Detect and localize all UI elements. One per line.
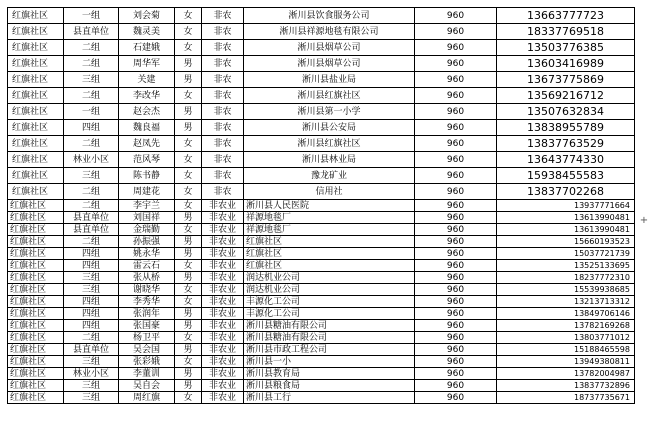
cell-name[interactable]: 孙振强 bbox=[119, 236, 175, 248]
cell-phone[interactable]: 13673775869 bbox=[497, 72, 635, 88]
cell-group[interactable]: 县直单位 bbox=[64, 224, 119, 236]
cell-area[interactable]: 红旗社区 bbox=[8, 88, 64, 104]
table-row bbox=[8, 152, 635, 168]
table-row bbox=[8, 40, 635, 56]
table-row bbox=[8, 272, 635, 284]
cell-type[interactable]: 非农业 bbox=[202, 344, 244, 356]
cell-type[interactable]: 非农业 bbox=[202, 236, 244, 248]
cell-sex[interactable]: 男 bbox=[175, 368, 202, 380]
cell-group[interactable]: 县直单位 bbox=[64, 212, 119, 224]
cell-name[interactable]: 魏良福 bbox=[119, 120, 175, 136]
cell-sex[interactable]: 男 bbox=[175, 380, 202, 392]
cell-area[interactable]: 红旗社区 bbox=[8, 8, 64, 24]
cell-phone[interactable]: 13569216712 bbox=[497, 88, 635, 104]
cell-type[interactable]: 非农 bbox=[202, 24, 244, 40]
cell-number[interactable]: 960 bbox=[415, 224, 497, 236]
cell-group[interactable]: 二组 bbox=[64, 200, 119, 212]
cell-unit[interactable]: 豫龙矿业 bbox=[244, 168, 415, 184]
cell-number[interactable]: 960 bbox=[415, 184, 497, 200]
cell-group[interactable]: 二组 bbox=[64, 56, 119, 72]
cell-unit[interactable]: 淅川县饮食服务公司 bbox=[244, 8, 415, 24]
cell-phone[interactable]: 13643774330 bbox=[497, 152, 635, 168]
cell-unit[interactable]: 信用社 bbox=[244, 184, 415, 200]
cell-number[interactable]: 960 bbox=[415, 88, 497, 104]
table-row bbox=[8, 72, 635, 88]
cell-type[interactable]: 非农业 bbox=[202, 308, 244, 320]
cell-unit[interactable]: 祥源地毯厂 bbox=[244, 224, 415, 236]
cell-sex[interactable]: 男 bbox=[175, 272, 202, 284]
cell-phone[interactable]: 13837763529 bbox=[497, 136, 635, 152]
cell-number[interactable]: 960 bbox=[415, 368, 497, 380]
cell-name[interactable]: 张润年 bbox=[119, 308, 175, 320]
cell-sex[interactable]: 女 bbox=[175, 224, 202, 236]
cell-number[interactable]: 960 bbox=[415, 308, 497, 320]
cell-unit[interactable]: 淅川县林业局 bbox=[244, 152, 415, 168]
cell-group[interactable]: 四组 bbox=[64, 120, 119, 136]
cell-phone[interactable]: 13525133695 bbox=[497, 260, 635, 272]
cell-number[interactable]: 960 bbox=[415, 344, 497, 356]
cell-area[interactable]: 红旗社区 bbox=[8, 40, 64, 56]
cell-unit[interactable]: 红旗社区 bbox=[244, 248, 415, 260]
cell-sex[interactable]: 女 bbox=[175, 284, 202, 296]
cell-name[interactable]: 李宇兰 bbox=[119, 200, 175, 212]
cell-number[interactable]: 960 bbox=[415, 120, 497, 136]
cell-name[interactable]: 李秀华 bbox=[119, 296, 175, 308]
cell-group[interactable]: 二组 bbox=[64, 136, 119, 152]
cell-area[interactable]: 红旗社区 bbox=[8, 24, 64, 40]
cell-group[interactable]: 一组 bbox=[64, 8, 119, 24]
cell-sex[interactable]: 女 bbox=[175, 296, 202, 308]
cell-group[interactable]: 三组 bbox=[64, 356, 119, 368]
cell-area[interactable]: 红旗社区 bbox=[8, 272, 64, 284]
cell-name[interactable]: 周华军 bbox=[119, 56, 175, 72]
cell-group[interactable]: 二组 bbox=[64, 88, 119, 104]
cell-unit[interactable]: 淅川县公安局 bbox=[244, 120, 415, 136]
cell-sex[interactable]: 女 bbox=[175, 184, 202, 200]
cell-number[interactable]: 960 bbox=[415, 136, 497, 152]
cell-number[interactable]: 960 bbox=[415, 260, 497, 272]
table-row bbox=[8, 308, 635, 320]
cell-type[interactable]: 非农业 bbox=[202, 212, 244, 224]
cell-phone[interactable]: 13837702268 bbox=[497, 184, 635, 200]
cell-group[interactable]: 四组 bbox=[64, 320, 119, 332]
cell-type[interactable]: 非农 bbox=[202, 72, 244, 88]
cell-area[interactable]: 红旗社区 bbox=[8, 368, 64, 380]
cell-area[interactable]: 红旗社区 bbox=[8, 200, 64, 212]
table-row bbox=[8, 56, 635, 72]
cell-unit[interactable]: 淅川县红旗社区 bbox=[244, 136, 415, 152]
cell-type[interactable]: 非农业 bbox=[202, 320, 244, 332]
cell-unit[interactable]: 淅川县红旗社区 bbox=[244, 88, 415, 104]
cell-name[interactable]: 李改华 bbox=[119, 88, 175, 104]
cell-sex[interactable]: 男 bbox=[175, 308, 202, 320]
table-row bbox=[8, 392, 635, 404]
cell-number[interactable]: 960 bbox=[415, 56, 497, 72]
cell-phone[interactable]: 13782169268 bbox=[497, 320, 635, 332]
cell-group[interactable]: 三组 bbox=[64, 168, 119, 184]
cell-name[interactable]: 谢晓华 bbox=[119, 284, 175, 296]
cell-area[interactable]: 红旗社区 bbox=[8, 104, 64, 120]
cell-type[interactable]: 非农业 bbox=[202, 200, 244, 212]
cell-phone[interactable]: 13782004987 bbox=[497, 368, 635, 380]
table-row bbox=[8, 260, 635, 272]
table-row bbox=[8, 88, 635, 104]
cell-type[interactable]: 非农业 bbox=[202, 260, 244, 272]
cell-phone[interactable]: 13663777723 bbox=[497, 8, 635, 24]
cell-sex[interactable]: 女 bbox=[175, 88, 202, 104]
cell-phone[interactable]: 13837732896 bbox=[497, 380, 635, 392]
cell-phone[interactable]: 13213713312 bbox=[497, 296, 635, 308]
cell-phone[interactable]: 13849706146 bbox=[497, 308, 635, 320]
cell-phone[interactable]: 13803771012 bbox=[497, 332, 635, 344]
cell-area[interactable]: 红旗社区 bbox=[8, 284, 64, 296]
cell-group[interactable]: 四组 bbox=[64, 260, 119, 272]
cell-name[interactable]: 刘会菊 bbox=[119, 8, 175, 24]
cell-name[interactable]: 赵凤先 bbox=[119, 136, 175, 152]
table-row bbox=[8, 200, 635, 212]
cell-number[interactable]: 960 bbox=[415, 152, 497, 168]
cell-type[interactable]: 非农 bbox=[202, 104, 244, 120]
cell-type[interactable]: 非农 bbox=[202, 40, 244, 56]
cell-type[interactable]: 非农 bbox=[202, 152, 244, 168]
cell-number[interactable]: 960 bbox=[415, 380, 497, 392]
cell-unit[interactable]: 祥源地毯厂 bbox=[244, 212, 415, 224]
cell-area[interactable]: 红旗社区 bbox=[8, 168, 64, 184]
cell-name[interactable]: 雷云石 bbox=[119, 260, 175, 272]
cell-sex[interactable]: 男 bbox=[175, 72, 202, 88]
cell-type[interactable]: 非农业 bbox=[202, 284, 244, 296]
cell-type[interactable]: 非农 bbox=[202, 56, 244, 72]
cell-type[interactable]: 非农 bbox=[202, 184, 244, 200]
table-row bbox=[8, 368, 635, 380]
cell-type[interactable]: 非农 bbox=[202, 168, 244, 184]
cell-phone[interactable]: 13838955789 bbox=[497, 120, 635, 136]
cell-unit[interactable]: 丰源化工公司 bbox=[244, 308, 415, 320]
cell-phone[interactable]: 15660193523 bbox=[497, 236, 635, 248]
table-row bbox=[8, 248, 635, 260]
cell-number[interactable]: 960 bbox=[415, 72, 497, 88]
cell-sex[interactable]: 男 bbox=[175, 344, 202, 356]
cell-area[interactable]: 红旗社区 bbox=[8, 184, 64, 200]
cell-sex[interactable]: 女 bbox=[175, 356, 202, 368]
cell-phone[interactable]: 15188465598 bbox=[497, 344, 635, 356]
cell-number[interactable]: 960 bbox=[415, 272, 497, 284]
table-body bbox=[8, 8, 635, 404]
data-table bbox=[7, 7, 635, 404]
cell-area[interactable]: 红旗社区 bbox=[8, 56, 64, 72]
cell-number[interactable]: 960 bbox=[415, 24, 497, 40]
cell-area[interactable]: 红旗社区 bbox=[8, 248, 64, 260]
table-row bbox=[8, 8, 635, 24]
cell-sex[interactable]: 女 bbox=[175, 24, 202, 40]
cell-unit[interactable]: 红旗社区 bbox=[244, 260, 415, 272]
table-row bbox=[8, 184, 635, 200]
cell-number[interactable]: 960 bbox=[415, 296, 497, 308]
cell-group[interactable]: 林业小区 bbox=[64, 152, 119, 168]
cell-number[interactable]: 960 bbox=[415, 284, 497, 296]
cell-sex[interactable]: 男 bbox=[175, 104, 202, 120]
cell-unit[interactable]: 淅川县人民医院 bbox=[244, 200, 415, 212]
cell-unit[interactable]: 淅川县工行 bbox=[244, 392, 415, 404]
cell-phone[interactable]: 13603416989 bbox=[497, 56, 635, 72]
cell-area[interactable]: 红旗社区 bbox=[8, 260, 64, 272]
cell-group[interactable]: 三组 bbox=[64, 284, 119, 296]
cell-sex[interactable]: 女 bbox=[175, 332, 202, 344]
cell-name[interactable]: 魏灵美 bbox=[119, 24, 175, 40]
table-row bbox=[8, 344, 635, 356]
table-row bbox=[8, 356, 635, 368]
cell-area[interactable]: 红旗社区 bbox=[8, 344, 64, 356]
cell-group[interactable]: 三组 bbox=[64, 380, 119, 392]
cell-type[interactable]: 非农业 bbox=[202, 332, 244, 344]
cell-phone[interactable]: 15539938685 bbox=[497, 284, 635, 296]
cell-number[interactable]: 960 bbox=[415, 212, 497, 224]
cell-area[interactable]: 红旗社区 bbox=[8, 136, 64, 152]
cell-type[interactable]: 非农 bbox=[202, 8, 244, 24]
cell-phone[interactable]: 18337769518 bbox=[497, 24, 635, 40]
cell-area[interactable]: 红旗社区 bbox=[8, 152, 64, 168]
cell-phone[interactable]: 13507632834 bbox=[497, 104, 635, 120]
cell-group[interactable]: 四组 bbox=[64, 296, 119, 308]
cell-group[interactable]: 二组 bbox=[64, 40, 119, 56]
cell-phone[interactable]: 18237772310 bbox=[497, 272, 635, 284]
table-row bbox=[8, 224, 635, 236]
cell-area[interactable]: 红旗社区 bbox=[8, 392, 64, 404]
cell-unit[interactable]: 淅川县祥源地毯有限公司 bbox=[244, 24, 415, 40]
cell-group[interactable]: 二组 bbox=[64, 184, 119, 200]
cell-group[interactable]: 县直单位 bbox=[64, 24, 119, 40]
cell-name[interactable]: 周建花 bbox=[119, 184, 175, 200]
cell-name[interactable]: 刘国祥 bbox=[119, 212, 175, 224]
cell-type[interactable]: 非农业 bbox=[202, 380, 244, 392]
table-row bbox=[8, 168, 635, 184]
cell-sex[interactable]: 女 bbox=[175, 8, 202, 24]
table-row bbox=[8, 332, 635, 344]
cell-group[interactable]: 三组 bbox=[64, 392, 119, 404]
cell-area[interactable]: 红旗社区 bbox=[8, 296, 64, 308]
cell-sex[interactable]: 男 bbox=[175, 248, 202, 260]
table-row bbox=[8, 320, 635, 332]
cell-type[interactable]: 非农业 bbox=[202, 224, 244, 236]
cell-name[interactable]: 张国豪 bbox=[119, 320, 175, 332]
cell-sex[interactable]: 女 bbox=[175, 260, 202, 272]
table-row bbox=[8, 24, 635, 40]
cell-name[interactable]: 李董训 bbox=[119, 368, 175, 380]
cell-name[interactable]: 关建 bbox=[119, 72, 175, 88]
cell-sex[interactable]: 男 bbox=[175, 320, 202, 332]
table-row bbox=[8, 236, 635, 248]
cell-sex[interactable]: 女 bbox=[175, 168, 202, 184]
cell-number[interactable]: 960 bbox=[415, 320, 497, 332]
cell-unit[interactable]: 润达机业公司 bbox=[244, 272, 415, 284]
cell-name[interactable]: 石建娥 bbox=[119, 40, 175, 56]
cell-phone[interactable]: 13613990481 bbox=[497, 212, 635, 224]
cell-phone[interactable]: 13937771664 bbox=[497, 200, 635, 212]
cell-area[interactable]: 红旗社区 bbox=[8, 320, 64, 332]
table-row bbox=[8, 296, 635, 308]
table-row bbox=[8, 104, 635, 120]
cell-area[interactable]: 红旗社区 bbox=[8, 212, 64, 224]
cell-number[interactable]: 960 bbox=[415, 168, 497, 184]
table-row bbox=[8, 284, 635, 296]
cell-sex[interactable]: 女 bbox=[175, 40, 202, 56]
table-row bbox=[8, 136, 635, 152]
cell-unit[interactable]: 淅川县市政工程公司 bbox=[244, 344, 415, 356]
table-row bbox=[8, 212, 635, 224]
cell-name[interactable]: 周红旗 bbox=[119, 392, 175, 404]
cell-number[interactable]: 960 bbox=[415, 392, 497, 404]
cell-unit[interactable]: 红旗社区 bbox=[244, 236, 415, 248]
cell-name[interactable]: 吴会国 bbox=[119, 344, 175, 356]
table-row bbox=[8, 120, 635, 136]
cell-unit[interactable]: 淅川县盐业局 bbox=[244, 72, 415, 88]
cell-number[interactable]: 960 bbox=[415, 104, 497, 120]
cell-sex[interactable]: 女 bbox=[175, 200, 202, 212]
cell-area[interactable]: 红旗社区 bbox=[8, 380, 64, 392]
cell-phone[interactable]: 13949380811 bbox=[497, 356, 635, 368]
cell-area[interactable]: 红旗社区 bbox=[8, 224, 64, 236]
cell-sex[interactable]: 女 bbox=[175, 136, 202, 152]
cell-unit[interactable]: 丰源化工公司 bbox=[244, 296, 415, 308]
cell-type[interactable]: 非农业 bbox=[202, 368, 244, 380]
cell-area[interactable]: 红旗社区 bbox=[8, 356, 64, 368]
cell-type[interactable]: 非农 bbox=[202, 88, 244, 104]
cell-type[interactable]: 非农 bbox=[202, 120, 244, 136]
cell-unit[interactable]: 淅川县第一小学 bbox=[244, 104, 415, 120]
cell-unit[interactable]: 淅川县烟草公司 bbox=[244, 40, 415, 56]
cell-name[interactable]: 张从桥 bbox=[119, 272, 175, 284]
cell-sex[interactable]: 男 bbox=[175, 120, 202, 136]
cell-unit[interactable]: 淅川县糖油有限公司 bbox=[244, 332, 415, 344]
cell-name[interactable]: 金瑞勤 bbox=[119, 224, 175, 236]
cell-area[interactable]: 红旗社区 bbox=[8, 308, 64, 320]
cell-type[interactable]: 非农业 bbox=[202, 248, 244, 260]
cell-phone[interactable]: 15938455583 bbox=[497, 168, 635, 184]
cell-name[interactable]: 张彩娥 bbox=[119, 356, 175, 368]
cell-name[interactable]: 范风琴 bbox=[119, 152, 175, 168]
cell-number[interactable]: 960 bbox=[415, 40, 497, 56]
cell-number[interactable]: 960 bbox=[415, 356, 497, 368]
cell-phone[interactable]: 13503776385 bbox=[497, 40, 635, 56]
cell-phone[interactable]: 15037721739 bbox=[497, 248, 635, 260]
cell-name[interactable]: 吴自会 bbox=[119, 380, 175, 392]
cell-sex[interactable]: 女 bbox=[175, 152, 202, 168]
cell-type[interactable]: 非农业 bbox=[202, 392, 244, 404]
cell-group[interactable]: 四组 bbox=[64, 248, 119, 260]
cell-area[interactable]: 红旗社区 bbox=[8, 72, 64, 88]
cell-group[interactable]: 二组 bbox=[64, 236, 119, 248]
cell-unit[interactable]: 润达机业公司 bbox=[244, 284, 415, 296]
cell-unit[interactable]: 淅川县教育局 bbox=[244, 368, 415, 380]
cell-name[interactable]: 赵会杰 bbox=[119, 104, 175, 120]
cell-type[interactable]: 非农业 bbox=[202, 296, 244, 308]
cell-unit[interactable]: 淅川县粮食局 bbox=[244, 380, 415, 392]
cell-phone[interactable]: 18737735671 bbox=[497, 392, 635, 404]
cell-group[interactable]: 林业小区 bbox=[64, 368, 119, 380]
cell-group[interactable]: 二组 bbox=[64, 332, 119, 344]
cell-type[interactable]: 非农业 bbox=[202, 356, 244, 368]
plus-icon[interactable]: + bbox=[639, 215, 649, 226]
cell-group[interactable]: 县直单位 bbox=[64, 344, 119, 356]
cell-phone[interactable]: 13613990481 bbox=[497, 224, 635, 236]
cell-sex[interactable]: 男 bbox=[175, 236, 202, 248]
table-row bbox=[8, 380, 635, 392]
cell-group[interactable]: 四组 bbox=[64, 308, 119, 320]
cell-unit[interactable]: 淅川县烟草公司 bbox=[244, 56, 415, 72]
cell-sex[interactable]: 男 bbox=[175, 212, 202, 224]
cell-area[interactable]: 红旗社区 bbox=[8, 120, 64, 136]
cell-number[interactable]: 960 bbox=[415, 200, 497, 212]
cell-number[interactable]: 960 bbox=[415, 332, 497, 344]
cell-number[interactable]: 960 bbox=[415, 236, 497, 248]
cell-name[interactable]: 杨卫平 bbox=[119, 332, 175, 344]
cell-group[interactable]: 三组 bbox=[64, 72, 119, 88]
cell-group[interactable]: 三组 bbox=[64, 272, 119, 284]
cell-type[interactable]: 非农 bbox=[202, 136, 244, 152]
cell-sex[interactable]: 男 bbox=[175, 56, 202, 72]
cell-type[interactable]: 非农业 bbox=[202, 272, 244, 284]
cell-sex[interactable]: 女 bbox=[175, 392, 202, 404]
cell-unit[interactable]: 淅川县一小 bbox=[244, 356, 415, 368]
cell-area[interactable]: 红旗社区 bbox=[8, 332, 64, 344]
cell-unit[interactable]: 淅川县糖油有限公司 bbox=[244, 320, 415, 332]
cell-area[interactable]: 红旗社区 bbox=[8, 236, 64, 248]
cell-name[interactable]: 姚永华 bbox=[119, 248, 175, 260]
cell-number[interactable]: 960 bbox=[415, 8, 497, 24]
cell-name[interactable]: 陈书静 bbox=[119, 168, 175, 184]
cell-number[interactable]: 960 bbox=[415, 248, 497, 260]
cell-group[interactable]: 一组 bbox=[64, 104, 119, 120]
